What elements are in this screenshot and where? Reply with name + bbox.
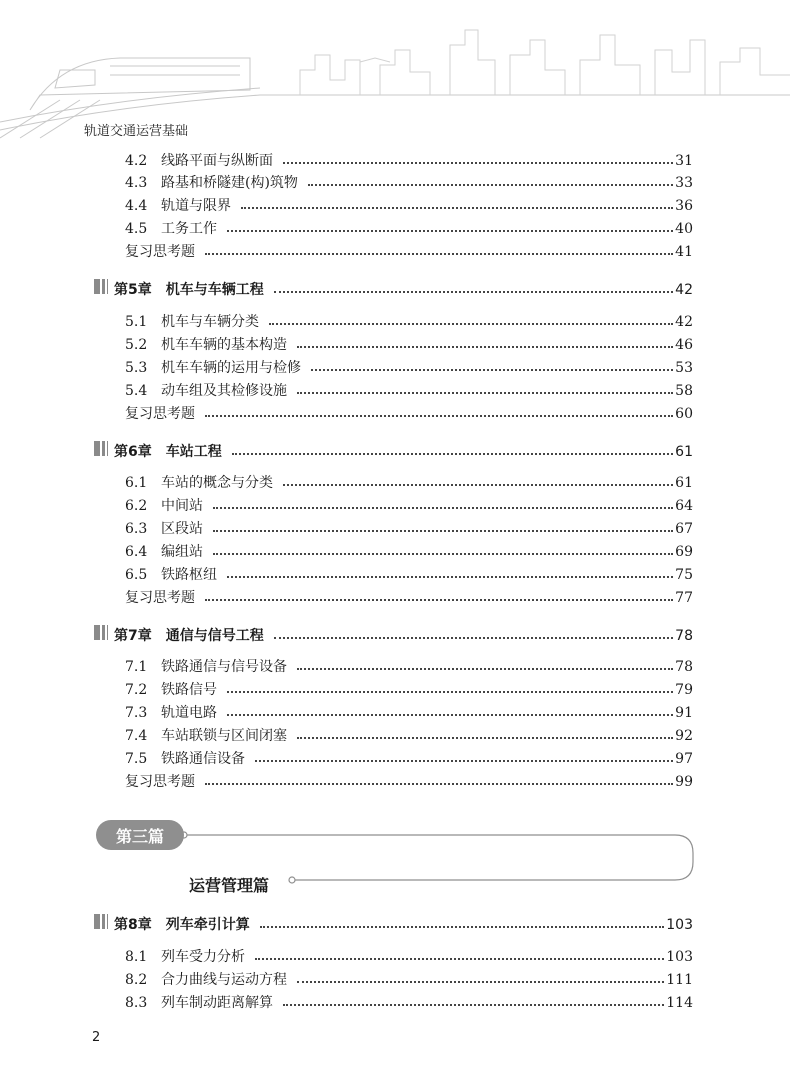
chapter-title: 第7章 通信与信号工程	[114, 628, 264, 644]
section-title: 轨道与限界	[161, 198, 231, 214]
dot-leader	[232, 451, 673, 455]
section-title: 铁路通信设备	[161, 751, 245, 767]
section-title: 动车组及其检修设施	[161, 383, 287, 399]
toc-entry[interactable]	[125, 472, 693, 492]
chapter-6-entry[interactable]	[94, 441, 693, 461]
dot-leader	[297, 979, 664, 983]
dot-leader	[227, 574, 673, 578]
toc-entry[interactable]	[125, 150, 693, 170]
section-number: 7.3	[125, 705, 148, 721]
chapter-marker-icon	[94, 441, 110, 456]
toc-entry[interactable]	[125, 218, 693, 238]
dot-leader	[297, 666, 673, 670]
page-ref: 58	[675, 383, 693, 399]
toc-entry[interactable]	[125, 172, 693, 192]
page-ref: 46	[675, 337, 693, 353]
dot-leader	[255, 956, 664, 960]
chapter-7-entry[interactable]	[94, 625, 693, 645]
toc-entry[interactable]	[125, 357, 693, 377]
page-ref: 61	[675, 444, 693, 460]
page-ref: 41	[675, 244, 693, 260]
dot-leader	[311, 367, 673, 371]
dot-leader	[205, 597, 673, 601]
page-ref: 75	[675, 567, 693, 583]
dot-leader	[205, 413, 673, 417]
section-number: 8.3	[125, 995, 148, 1011]
section-number: 7.5	[125, 751, 148, 767]
dot-leader	[297, 735, 673, 739]
page-ref: 60	[675, 406, 693, 422]
section-number: 5.1	[125, 314, 148, 330]
dot-leader	[227, 228, 673, 232]
section-title: 机车车辆的基本构造	[161, 337, 287, 353]
section-number: 7.1	[125, 659, 148, 675]
toc-entry[interactable]	[125, 380, 693, 400]
page-ref: 91	[675, 705, 693, 721]
chapter-marker-icon	[94, 914, 110, 929]
part-title[interactable]: 运营管理篇	[189, 876, 270, 895]
section-title: 铁路通信与信号设备	[161, 659, 287, 675]
toc-entry[interactable]	[125, 195, 693, 215]
section-number: 4.4	[125, 198, 148, 214]
page-ref: 31	[675, 153, 693, 169]
section-title: 铁路枢纽	[161, 567, 217, 583]
toc-entry[interactable]	[125, 748, 693, 768]
section-number: 6.4	[125, 544, 148, 560]
dot-leader	[205, 781, 673, 785]
section-title: 列车制动距离解算	[161, 995, 273, 1011]
header-skyline-illustration	[0, 0, 790, 140]
dot-leader	[213, 551, 673, 555]
dot-leader	[213, 528, 673, 532]
toc-entry[interactable]	[125, 771, 693, 791]
toc-entry[interactable]	[125, 587, 693, 607]
page-ref: 99	[675, 774, 693, 790]
dot-leader	[227, 689, 673, 693]
dot-leader	[241, 205, 673, 209]
dot-leader	[274, 635, 673, 639]
section-title: 复习思考题	[125, 774, 195, 790]
page-ref: 114	[666, 995, 693, 1011]
toc-entry[interactable]	[125, 518, 693, 538]
chapter-title: 第6章 车站工程	[114, 444, 222, 460]
toc-entry[interactable]	[125, 334, 693, 354]
section-title: 车站联锁与区间闭塞	[161, 728, 287, 744]
page-ref: 42	[675, 282, 693, 298]
page-ref: 78	[675, 628, 693, 644]
chapter-5-entry[interactable]	[94, 279, 693, 299]
section-number: 4.2	[125, 153, 148, 169]
dot-leader	[269, 321, 673, 325]
page-ref: 40	[675, 221, 693, 237]
section-title: 轨道电路	[161, 705, 217, 721]
dot-leader	[213, 505, 673, 509]
part-badge: 第三篇	[96, 820, 184, 850]
toc-entry[interactable]	[125, 311, 693, 331]
dot-leader	[260, 924, 665, 928]
section-title: 复习思考题	[125, 406, 195, 422]
section-title: 机车车辆的运用与检修	[161, 360, 301, 376]
page-number: 2	[92, 1030, 101, 1045]
toc-entry[interactable]	[125, 969, 693, 989]
dot-leader	[205, 251, 673, 255]
toc-entry[interactable]	[125, 702, 693, 722]
section-number: 6.2	[125, 498, 148, 514]
section-title: 复习思考题	[125, 244, 195, 260]
section-number: 6.3	[125, 521, 148, 537]
dot-leader	[283, 1002, 664, 1006]
section-title: 铁路信号	[161, 682, 217, 698]
section-title: 机车与车辆分类	[161, 314, 259, 330]
toc-entry[interactable]	[125, 495, 693, 515]
section-title: 合力曲线与运动方程	[161, 972, 287, 988]
section-title: 工务工作	[161, 221, 217, 237]
toc-entry[interactable]	[125, 541, 693, 561]
page-ref: 92	[675, 728, 693, 744]
toc-entry[interactable]	[125, 656, 693, 676]
dot-leader	[297, 344, 673, 348]
dot-leader	[297, 390, 673, 394]
page-ref: 111	[666, 972, 693, 988]
section-title: 复习思考题	[125, 590, 195, 606]
section-title: 区段站	[161, 521, 203, 537]
section-title: 编组站	[161, 544, 203, 560]
page-ref: 42	[675, 314, 693, 330]
chapter-marker-icon	[94, 279, 110, 294]
section-number: 6.5	[125, 567, 148, 583]
section-title: 线路平面与纵断面	[161, 153, 273, 169]
toc-entry[interactable]	[125, 946, 693, 966]
page-ref: 69	[675, 544, 693, 560]
toc-entry[interactable]	[125, 992, 693, 1012]
section-number: 7.2	[125, 682, 148, 698]
page-ref: 64	[675, 498, 693, 514]
dot-leader	[308, 182, 673, 186]
toc-entry[interactable]	[125, 403, 693, 423]
toc-entry[interactable]	[125, 679, 693, 699]
toc-entry[interactable]	[125, 564, 693, 584]
page-ref: 53	[675, 360, 693, 376]
page-ref: 67	[675, 521, 693, 537]
page-ref: 61	[675, 475, 693, 491]
page-ref: 79	[675, 682, 693, 698]
dot-leader	[283, 160, 673, 164]
section-title: 路基和桥隧建(构)筑物	[161, 175, 298, 191]
section-number: 7.4	[125, 728, 148, 744]
section-number: 5.3	[125, 360, 148, 376]
section-title: 车站的概念与分类	[161, 475, 273, 491]
section-number: 8.2	[125, 972, 148, 988]
section-number: 5.4	[125, 383, 148, 399]
section-title: 列车受力分析	[161, 949, 245, 965]
chapter-title: 第5章 机车与车辆工程	[114, 282, 264, 298]
section-number: 4.3	[125, 175, 148, 191]
chapter-title: 第8章 列车牵引计算	[114, 917, 250, 933]
dot-leader	[227, 712, 673, 716]
page-ref: 33	[675, 175, 693, 191]
section-number: 6.1	[125, 475, 148, 491]
section-number: 4.5	[125, 221, 148, 237]
dot-leader	[283, 482, 673, 486]
toc-entry[interactable]	[125, 241, 693, 261]
section-number: 8.1	[125, 949, 148, 965]
section-title: 中间站	[161, 498, 203, 514]
page-ref: 103	[666, 917, 693, 933]
section-number: 5.2	[125, 337, 148, 353]
page-ref: 36	[675, 198, 693, 214]
chapter-marker-icon	[94, 625, 110, 640]
chapter-8-entry[interactable]	[94, 914, 693, 934]
page-ref: 103	[666, 949, 693, 965]
running-head: 轨道交通运营基础	[84, 124, 189, 139]
page-ref: 78	[675, 659, 693, 675]
page-ref: 97	[675, 751, 693, 767]
toc-entry[interactable]	[125, 725, 693, 745]
dot-leader	[255, 758, 673, 762]
dot-leader	[274, 289, 673, 293]
page-ref: 77	[675, 590, 693, 606]
